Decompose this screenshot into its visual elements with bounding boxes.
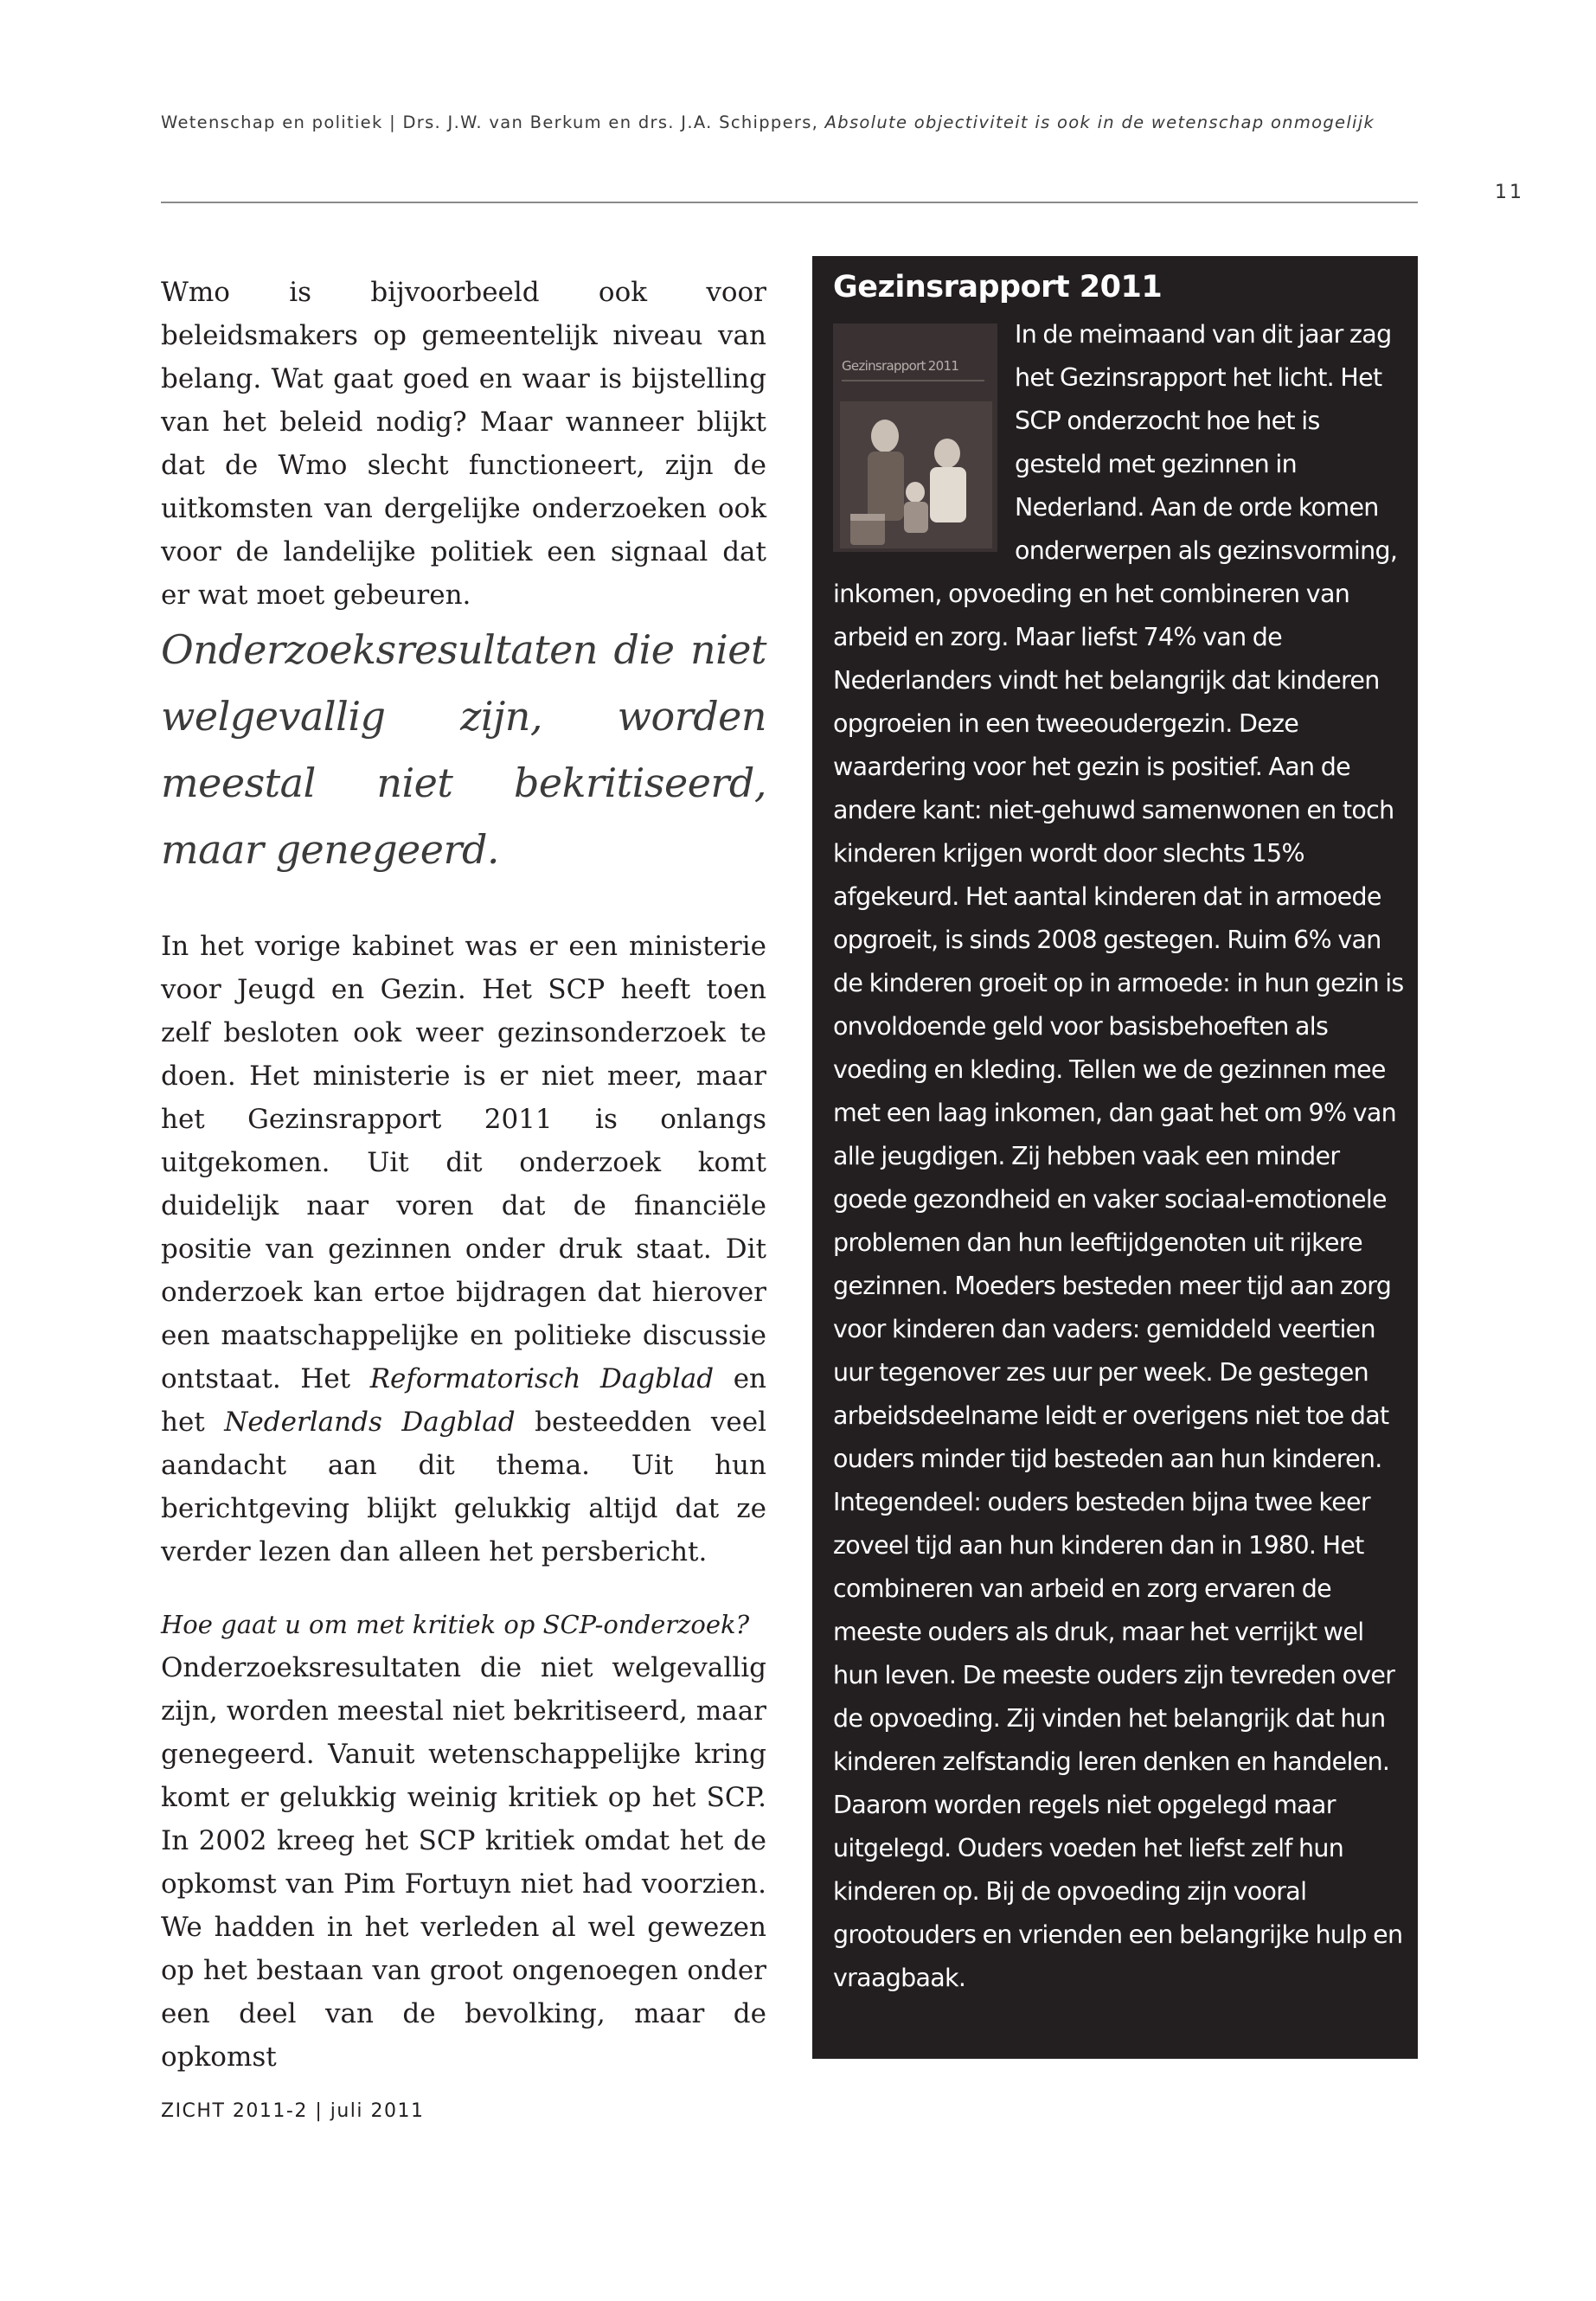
paragraph-text: en het xyxy=(161,1363,766,1438)
running-head-article-title: Absolute objectiviteit is ook in de wetenschap onmogelijk xyxy=(824,112,1375,132)
sidebar-box xyxy=(812,256,1418,2059)
body-paragraph xyxy=(161,925,766,1574)
page-number: 11 xyxy=(1495,182,1524,203)
paragraph-text: In het vorige kabinet was er een ministerie voor Jeugd en Gezin. Het SCP heeft toen zelf besloten ook weer gezinsonderzoek te doen. Het ministerie is er niet meer, maar het Gezinsrapport 2011 is onlangs uitgekomen. Uit dit onderzoek komt duidelijk naar voren dat de financiële positie van gezinnen onder druk staat. Dit onderzoek kan ertoe bijdragen dat hierover een maatschappelijke en politieke discussie ontstaat. Het xyxy=(161,931,766,1394)
main-column xyxy=(161,271,766,2079)
running-head xyxy=(161,112,1458,132)
running-head-separator: | xyxy=(389,112,396,132)
newspaper-name: Reformatorisch Dagblad xyxy=(369,1363,715,1394)
sidebar-title: Gezinsrapport 2011 xyxy=(833,270,1163,304)
sidebar-body xyxy=(833,313,1404,2000)
cover-title: Gezinsrapport 2011 xyxy=(842,358,959,374)
body-paragraph: Wmo is bijvoorbeeld ook voor beleidsmakers op gemeentelijk niveau van belang. Wat gaat goed en waar is bijstelling van het beleid nodig? Maar wanneer blijkt dat de Wmo slecht functioneert, zijn de uitkomsten van dergelijke onderzoeken ook voor de landelijke politiek een signaal dat er wat moet gebeuren. xyxy=(161,277,766,611)
pullquote: Onderzoeksresultaten die niet welgevallig zijn, worden meestal niet bekritiseerd, maar genegeerd. xyxy=(161,626,766,873)
sidebar-text: In de meimaand van dit jaar zag het Gezinsrapport het licht. Het SCP onderzocht hoe het is gesteld met gezinnen in Nederland. Aan de orde komen onderwerpen als gezinsvorming, inkomen, opvoeding en het combineren van arbeid en zorg. Maar liefst 74% van de Nederlanders vindt het belangrijk dat kinderen opgroeien in een tweeoudergezin. Deze waardering voor het gezin is positief. Aan de andere kant: niet-gehuwd samenwonen en toch kinderen krijgen wordt door slechts 15% afgekeurd. Het aantal kinderen dat in armoede opgroeit, is sinds 2008 gestegen. Ruim 6% van de kinderen groeit op in armoede: in hun gezin is onvoldoende geld voor basisbehoeften als voeding en kleding. Tellen we de gezinnen mee met een laag inkomen, dan gaat het om 9% van alle jeugdigen. Zij hebben vaak een minder goede gezondheid en vaker sociaal-emotionele problemen dan hun leeftijdgenoten uit rijkere gezinnen. Moeders besteden meer tijd aan zorg voor kinderen dan vaders: gemiddeld veertien uur tegenover zes uur per week. De gestegen arbeidsdeelname leidt er overigens niet toe dat ouders minder tijd besteden aan hun kinderen. Integendeel: ouders besteden bijna twee keer zoveel tijd aan hun kinderen dan in 1980. Het combineren van arbeid en zorg ervaren de meeste ouders als druk, maar het verrijkt wel hun leven. De meeste ouders zijn tevreden over de opvoeding. Zij vinden het belangrijk dat hun kinderen zelfstandig leren denken en handelen. Daarom worden regels niet opgelegd maar uitgelegd. Ouders voeden het liefst zelf hun kinderen op. Bij de opvoeding zijn vooral grootouders en vrienden een belangrijke hulp en vraagbaak. xyxy=(833,320,1404,1992)
body-paragraph: Onderzoeksresultaten die niet welgevallig zijn, worden meestal niet bekritiseerd, maar genegeerd. Vanuit wetenschappelijke kring komt er gelukkig weinig kritiek op het SCP. In 2002 kreeg het SCP kritiek omdat het de opkomst van Pim Fortuyn niet had voorzien. We hadden in het verleden al wel gewezen op het bestaan van groot ongenoegen onder een deel van de bevolking, maar de opkomst xyxy=(161,1652,766,2073)
header-rule xyxy=(161,202,1418,203)
footer: ZICHT 2011-2 | juli 2011 xyxy=(161,2100,425,2122)
paragraph-text: besteedden veel aandacht aan dit thema. Uit hun berichtgeving blijkt gelukkig altijd dat ze verder lezen dan alleen het persbericht. xyxy=(161,1407,766,1567)
interview-question: Hoe gaat u om met kritiek op SCP-onderzoek? xyxy=(161,1610,750,1639)
report-cover-illustration xyxy=(833,324,997,552)
running-head-authors: Drs. J.W. van Berkum en drs. J.A. Schippers, xyxy=(402,112,819,132)
newspaper-name: Nederlands Dagblad xyxy=(224,1407,516,1438)
report-cover-image xyxy=(833,324,997,552)
running-head-section: Wetenschap en politiek xyxy=(161,112,383,132)
